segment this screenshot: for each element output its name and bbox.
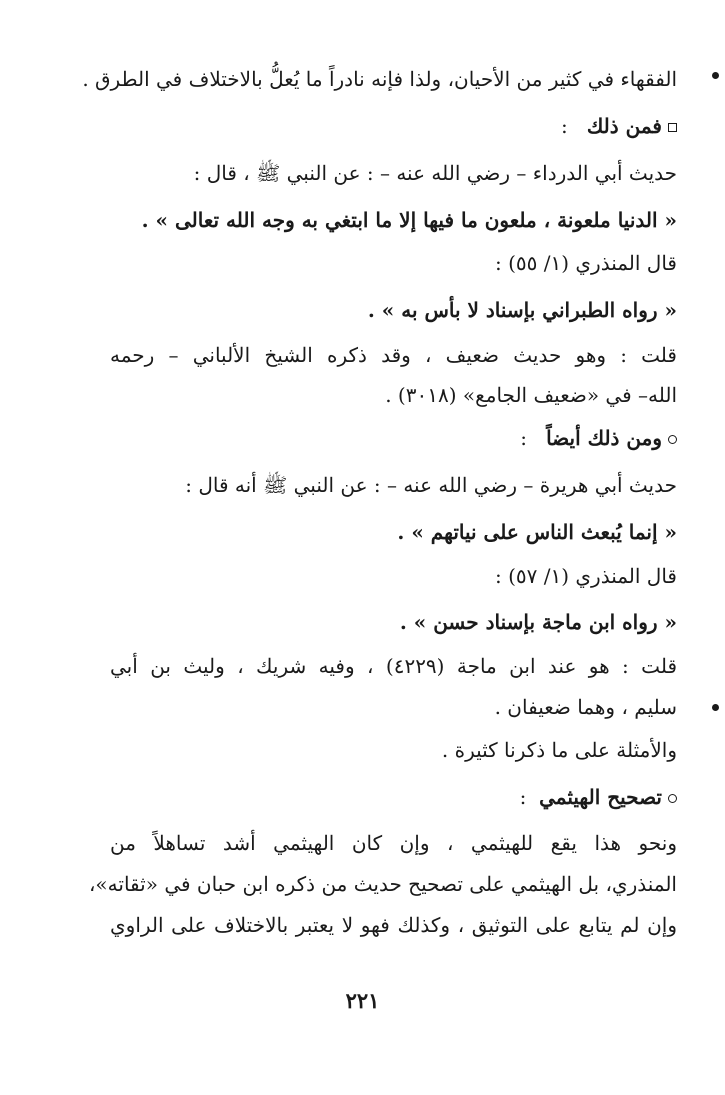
text-line: سليم ، وهما ضعيفان . — [494, 695, 677, 719]
heading-text: تصحيح الهيثمي — [539, 785, 662, 809]
section-heading — [110, 111, 677, 141]
text-line: والأمثلة على ما ذكرنا كثيرة . — [441, 738, 677, 762]
hadith-quote: « الدنيا ملعونة ، ملعون ما فيها إلا ما ابتغي به وجه الله تعالى » . — [141, 208, 677, 232]
text-line: الفقهاء في كثير من الأحيان، ولذا فإنه نادراً ما يُعلُّ بالاختلاف في الطرق . — [82, 67, 677, 91]
page-number: ٢٢١ — [345, 988, 380, 1013]
margin-mark — [712, 704, 719, 711]
text-line: قلت : هو عند ابن ماجة (٤٢٢٩) ، وفيه شريك ، وليث بن أبي — [110, 654, 678, 678]
heading-text: ومن ذلك أيضاً — [546, 426, 662, 450]
heading-colon: : — [561, 114, 568, 138]
text-line: قال المنذري (١/ ٥٧) : — [494, 564, 677, 588]
text-line: قال المنذري (١/ ٥٥) : — [494, 251, 677, 275]
text-line: ونحو هذا يقع للهيثمي ، وإن كان الهيثمي أشد تساهلاً من — [110, 831, 677, 855]
square-bullet-icon — [668, 123, 677, 132]
text-line: المنذري، بل الهيثمي على تصحيح حديث من ذكره ابن حبان في «ثقاته»، — [88, 872, 677, 896]
section-heading — [110, 423, 677, 453]
section-heading — [110, 782, 677, 812]
circle-bullet-icon — [668, 794, 677, 803]
circle-bullet-icon — [668, 435, 677, 444]
hadith-quote: « إنما يُبعث الناس على نياتهم » . — [397, 520, 677, 544]
heading-colon: : — [520, 426, 527, 450]
text-line: قلت : وهو حديث ضعيف ، وقد ذكره الشيخ الألباني – رحمه — [110, 343, 677, 367]
text-line: الله– في «ضعيف الجامع» (٣٠١٨) . — [385, 383, 677, 407]
heading-text: فمن ذلك — [586, 114, 662, 138]
hadith-quote: « رواه ابن ماجة بإسناد حسن » . — [399, 610, 677, 634]
heading-colon: : — [519, 785, 527, 809]
text-line: حديث أبي الدرداء – رضي الله عنه – : عن النبي ﷺ ، قال : — [193, 161, 677, 185]
hadith-quote: « رواه الطبراني بإسناد لا بأس به » . — [367, 298, 677, 322]
text-line: حديث أبي هريرة – رضي الله عنه – : عن النبي ﷺ أنه قال : — [185, 473, 677, 497]
margin-mark — [712, 72, 719, 79]
text-line: وإن لم يتابع على التوثيق ، وكذلك فهو لا يعتبر بالاختلاف على الراوي — [110, 913, 677, 937]
